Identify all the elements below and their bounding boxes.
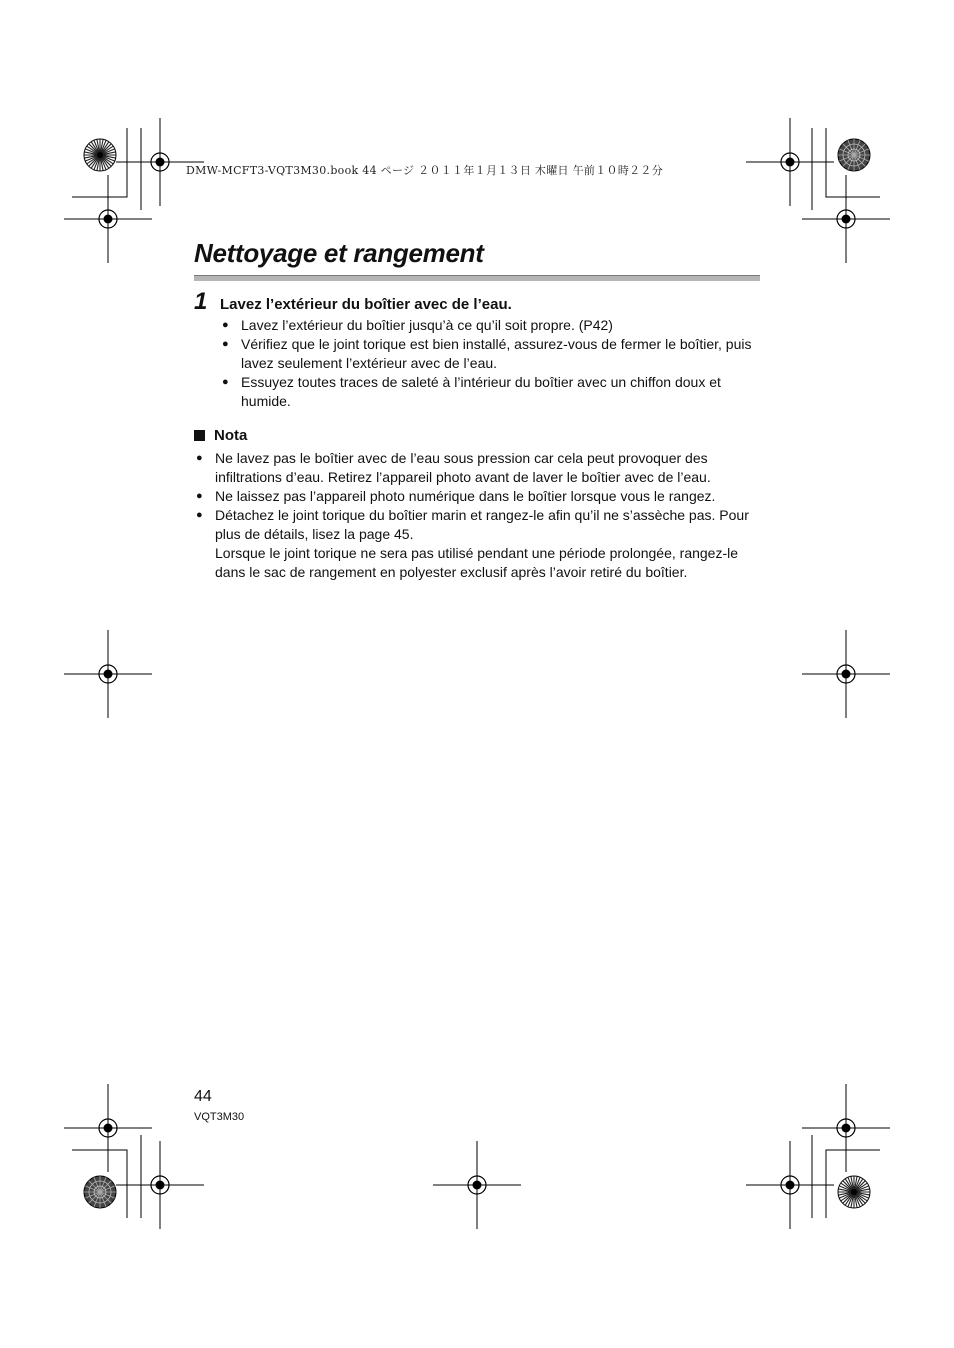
registration-mark-icon [116,1141,204,1229]
registration-mark-icon [433,1141,521,1229]
registration-mark-icon [746,1141,834,1229]
print-slug: DMW-MCFT3-VQT3M30.book 44 ページ ２０１１年１月１３日 木曜日 午前１０時２２分 [186,164,664,177]
bullet-icon: ● [222,376,229,388]
list-item-text: Lorsque le joint torique ne sera pas utilisé pendant une période prolongée, rangez-le dans le sac de rangement en polyester exclusif après l’avoir retiré du boîtier. [215,545,739,580]
registration-mark-icon [802,175,890,263]
color-target-icon [84,139,116,171]
page-title: Nettoyage et rangement [194,238,484,268]
list-item-continuation [215,544,763,582]
color-target-icon [84,1176,116,1208]
title-underline [194,275,760,281]
list-item-text: Lavez l’extérieur du boîtier jusqu’à ce qu’il soit propre. (P42) [241,317,613,333]
square-marker-icon [194,430,205,441]
registration-mark-icon [64,175,152,263]
list-item [196,449,763,487]
nota-heading [194,427,247,444]
registration-mark-icon [64,630,152,718]
list-item [196,506,763,544]
bullet-icon: ● [196,452,203,464]
step-number: 1 [194,288,208,315]
page-number: 44 [194,1088,212,1105]
list-item-text: Détachez le joint torique du boîtier marin et rangez-le afin qu’il ne s’assèche pas. Pour plus de détails, lisez la page 45. [215,507,749,542]
list-item [222,335,761,373]
list-item-text: Ne lavez pas le boîtier avec de l’eau sous pression car cela peut provoquer des infiltrations d’eau. Retirez l’appareil photo avant de laver le boîtier avec de l’eau. [215,450,711,485]
registration-mark-icon [802,630,890,718]
step-bullet-list [222,316,761,411]
registration-mark-icon [746,118,834,206]
list-item [222,316,761,335]
list-item [196,487,763,506]
bullet-icon: ● [222,319,229,331]
list-item-text: Ne laissez pas l’appareil photo numérique dans le boîtier lorsque vous le rangez. [215,488,716,504]
bullet-icon: ● [196,490,203,502]
color-target-icon [838,139,870,171]
bullet-icon: ● [222,338,229,350]
step-heading: Lavez l’extérieur du boîtier avec de l’eau. [220,296,512,313]
list-item [222,373,761,411]
document-code: VQT3M30 [194,1111,245,1123]
color-target-icon [838,1176,870,1208]
list-item-text: Essuyez toutes traces de saleté à l’intérieur du boîtier avec un chiffon doux et humide. [241,374,721,409]
list-item-text: Vérifiez que le joint torique est bien installé, assurez-vous de fermer le boîtier, puis lavez seulement l’extérieur avec de l’eau. [241,336,752,371]
nota-bullet-list [196,449,763,582]
registration-mark-icon [802,1084,890,1172]
bullet-icon: ● [196,509,203,521]
registration-mark-icon [64,1084,152,1172]
nota-heading-label: Nota [214,427,248,444]
